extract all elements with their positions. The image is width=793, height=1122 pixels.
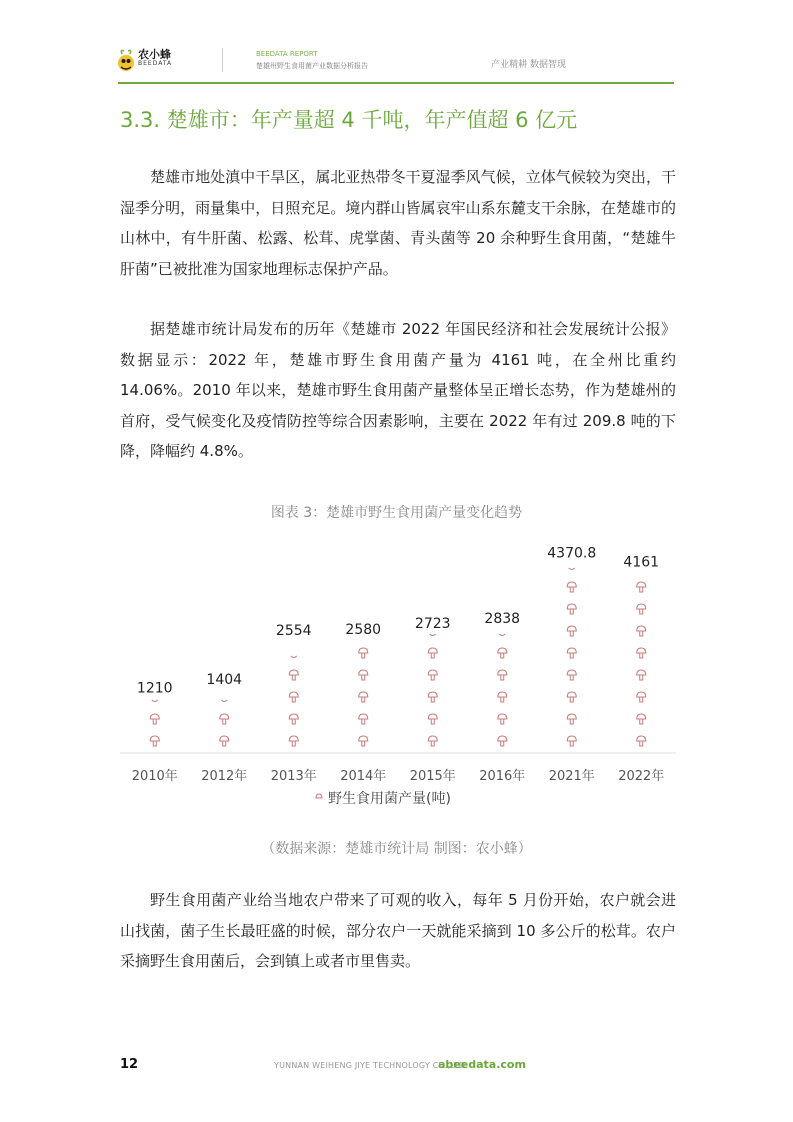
mushroom-icon xyxy=(220,714,229,724)
mushroom-icon xyxy=(359,714,368,724)
mushroom-icon xyxy=(289,670,298,680)
mushroom-icon xyxy=(567,626,576,636)
mushroom-icon xyxy=(498,692,507,702)
mushroom-icon xyxy=(637,736,646,746)
chart-bar xyxy=(637,582,646,746)
chart-bar xyxy=(150,700,159,746)
section-title: 3.3. 楚雄市：年产量超 4 千吨，年产值超 6 亿元 xyxy=(120,108,578,132)
mushroom-icon xyxy=(637,714,646,724)
data-label: 1404 xyxy=(206,672,243,689)
mushroom-icon xyxy=(637,692,646,702)
header-slogan: 产业精耕 数据智现 xyxy=(491,60,566,70)
mushroom-icon xyxy=(567,736,576,746)
partial-mushroom-icon xyxy=(569,568,575,570)
data-label: 2723 xyxy=(414,615,451,632)
mushroom-icon xyxy=(567,670,576,680)
logo-subtext: BEEDATA xyxy=(138,60,173,67)
data-label: 4370.8 xyxy=(547,545,597,562)
chart-bar xyxy=(359,648,368,746)
legend-label: 野生食用菌产量(吨) xyxy=(328,791,451,807)
data-label: 2838 xyxy=(484,610,521,627)
partial-mushroom-icon xyxy=(221,700,227,702)
mushroom-icon xyxy=(428,670,437,680)
paragraph-climate: 楚雄市地处滇中干旱区，属北亚热带冬干夏湿季风气候，立体气候较为突出，干湿季分明，雨量集中，日照充足。境内群山皆属哀牢山系东麓支干余脉，在楚雄市的山林中，有牛肝菌、松露、松茸、虎掌菌、青头菌等 20 余种野生食用菌，“楚雄牛肝菌”已被批准为国家地理标志保护产品。 xyxy=(120,168,676,278)
x-tick-label: 2010年 xyxy=(131,769,178,784)
page-number: 12 xyxy=(120,1057,139,1072)
page-header xyxy=(118,44,674,84)
chart-bar xyxy=(289,656,298,746)
mushroom-icon xyxy=(289,736,298,746)
mushroom-icon xyxy=(567,714,576,724)
report-name-cn: 楚雄州野生食用菌产业数据分析报告 xyxy=(256,62,368,70)
x-tick-label: 2014年 xyxy=(340,769,387,784)
mushroom-icon xyxy=(359,692,368,702)
mushroom-icon xyxy=(498,648,507,658)
mushroom-icon xyxy=(637,648,646,658)
chart-bar xyxy=(498,634,507,746)
data-label: 4161 xyxy=(623,554,660,571)
mushroom-icon xyxy=(428,648,437,658)
chart-caption: 图表 3：楚雄市野生食用菌产量变化趋势 xyxy=(270,505,523,521)
chart-bar xyxy=(567,568,576,746)
mushroom-icon xyxy=(428,714,437,724)
report-name-en: BEEDATA REPORT xyxy=(256,50,318,58)
mushroom-icon xyxy=(150,736,159,746)
footer-website: abeedata.com xyxy=(438,1058,526,1071)
data-source-note: （数据来源：楚雄市统计局 制图：农小蜂） xyxy=(261,841,532,857)
mushroom-icon xyxy=(567,604,576,614)
paragraph-statistics: 据楚雄市统计局发布的历年《楚雄市 2022 年国民经济和社会发展统计公报》数据显示：2022 年，楚雄市野生食用菌产量为 4161 吨，在全州比重约 14.06%。2010 年以来，楚雄市野生食用菌产量整体呈正增长态势，作为楚雄州的首府，受气候变化及疫情防控等综合因素影响，主要在 2022 年有过 209.8 吨的下降，降幅约 4.8%。 xyxy=(120,320,676,460)
production-chart xyxy=(120,540,676,815)
partial-mushroom-icon xyxy=(430,634,436,636)
mushroom-icon xyxy=(359,648,368,658)
logo-text: 农小蜂 xyxy=(138,48,171,61)
partial-mushroom-icon xyxy=(291,656,297,658)
mushroom-icon xyxy=(359,670,368,680)
mushroom-icon xyxy=(359,736,368,746)
mushroom-icon xyxy=(637,604,646,614)
data-label: 2554 xyxy=(275,623,312,640)
mushroom-icon xyxy=(150,714,159,724)
partial-mushroom-icon xyxy=(152,700,158,702)
mushroom-icon xyxy=(567,582,576,592)
chart-legend xyxy=(316,790,451,807)
mushroom-icon xyxy=(428,736,437,746)
data-label: 2580 xyxy=(345,621,382,638)
x-tick-label: 2021年 xyxy=(548,769,595,784)
x-tick-label: 2016年 xyxy=(479,769,526,784)
mushroom-icon xyxy=(498,714,507,724)
mushroom-icon xyxy=(637,582,646,592)
header-divider xyxy=(222,48,223,72)
mushroom-icon xyxy=(220,736,229,746)
chart-bar xyxy=(428,634,437,746)
mushroom-icon xyxy=(637,670,646,680)
mushroom-icon xyxy=(567,648,576,658)
mushroom-icon xyxy=(289,714,298,724)
x-tick-label: 2012年 xyxy=(201,769,248,784)
mushroom-icon xyxy=(498,670,507,680)
mushroom-icon xyxy=(637,626,646,636)
mushroom-icon xyxy=(428,692,437,702)
partial-mushroom-icon xyxy=(499,634,505,636)
footer-company: YUNNAN WEIHENG JIYE TECHNOLOGY CO.,LTD. xyxy=(274,1061,468,1070)
mushroom-icon xyxy=(567,692,576,702)
chart-canvas xyxy=(120,540,676,815)
x-tick-label: 2022年 xyxy=(618,769,665,784)
x-tick-label: 2015年 xyxy=(409,769,456,784)
mushroom-icon xyxy=(498,736,507,746)
mushroom-icon xyxy=(289,692,298,702)
paragraph-income: 野生食用菌产业给当地农户带来了可观的收入，每年 5 月份开始，农户就会进山找菌，菌子生长最旺盛的时候，部分农户一天就能采摘到 10 多公斤的松茸。农户采摘野生食用菌后，会到镇上或者市里售卖。 xyxy=(120,891,676,970)
data-label: 1210 xyxy=(136,680,173,697)
header-rule xyxy=(118,82,674,84)
chart-bar xyxy=(220,700,229,746)
legend-mushroom-icon xyxy=(316,794,322,798)
x-tick-label: 2013年 xyxy=(270,769,317,784)
